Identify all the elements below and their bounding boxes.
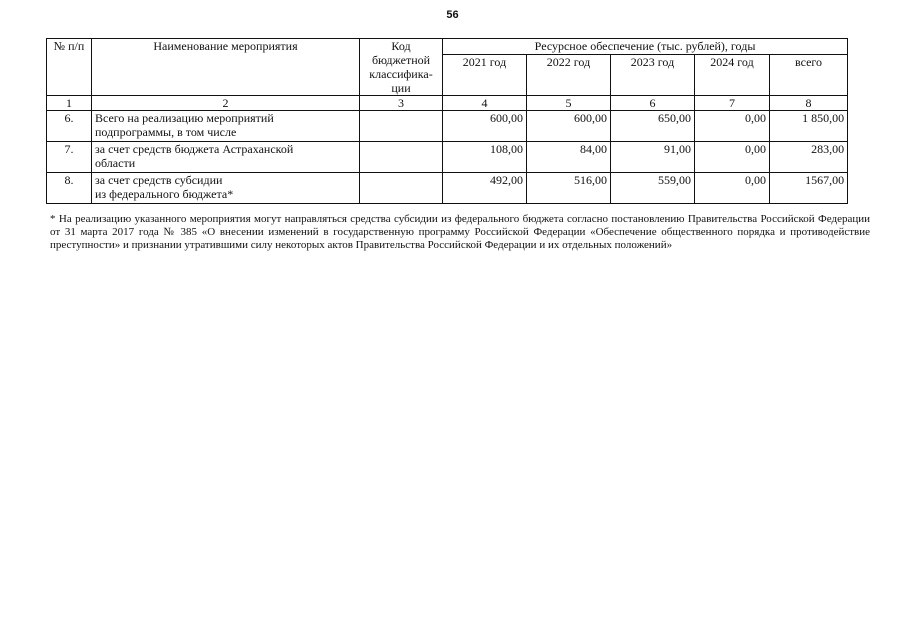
column-number: 6 [611, 96, 695, 111]
header-year-2024: 2024 год [695, 55, 770, 96]
column-number: 4 [443, 96, 527, 111]
header-row-top [47, 39, 848, 55]
column-number: 2 [92, 96, 360, 111]
value-2023: 559,00 [611, 173, 695, 204]
header-name: Наименование мероприятия [92, 39, 360, 96]
header-code-line: бюджетной [371, 53, 431, 67]
column-number: 3 [360, 96, 443, 111]
row-name-line: за счет средств бюджета Астраханской [95, 142, 294, 156]
header-year-2023: 2023 год [611, 55, 695, 96]
value-2021: 492,00 [443, 173, 527, 204]
header-year-2021: 2021 год [443, 55, 527, 96]
column-number: 8 [770, 96, 848, 111]
row-code [360, 173, 443, 204]
value-2022: 516,00 [527, 173, 611, 204]
value-2024: 0,00 [695, 173, 770, 204]
row-name-line: за счет средств субсидии [95, 173, 223, 187]
row-name-line: области [95, 156, 136, 170]
table-row [47, 173, 848, 204]
row-name [92, 173, 360, 204]
column-number: 1 [47, 96, 92, 111]
page-number: 56 [446, 9, 459, 21]
value-total: 283,00 [770, 142, 848, 173]
header-code-line: ции [391, 81, 411, 95]
header-no: № п/п [47, 39, 92, 96]
header-year-2022: 2022 год [527, 55, 611, 96]
header-resource: Ресурсное обеспечение (тыс. рублей), годы [443, 39, 848, 55]
value-2021: 600,00 [443, 111, 527, 142]
row-name [92, 111, 360, 142]
resource-table [46, 38, 848, 204]
table-row [47, 111, 848, 142]
column-number: 7 [695, 96, 770, 111]
column-number-row [47, 96, 848, 111]
row-number: 6. [47, 111, 92, 142]
row-code [360, 111, 443, 142]
row-number: 8. [47, 173, 92, 204]
row-code [360, 142, 443, 173]
header-code [360, 39, 443, 96]
value-2022: 84,00 [527, 142, 611, 173]
value-total: 1 850,00 [770, 111, 848, 142]
value-2023: 91,00 [611, 142, 695, 173]
header-total: всего [770, 55, 848, 96]
value-2024: 0,00 [695, 111, 770, 142]
header-code-line: Код [391, 39, 411, 53]
footnote: * На реализацию указанного мероприятия могут направляться средства субсидии из федерального бюджета согласно постановлению Правительства Российской Федерации от 31 марта 2017 года № 385 «О внесении изменений в государственную программу Российской Федерации «Обеспечение общественного порядка и противодействие преступности» и признании утратившими силу некоторых актов Правительства Российской Федерации и их отдельных положений» [50, 213, 870, 251]
value-total: 1567,00 [770, 173, 848, 204]
row-number: 7. [47, 142, 92, 173]
value-2024: 0,00 [695, 142, 770, 173]
table-row [47, 142, 848, 173]
value-2023: 650,00 [611, 111, 695, 142]
value-2021: 108,00 [443, 142, 527, 173]
header-code-line: классифика- [369, 67, 433, 81]
row-name [92, 142, 360, 173]
row-name-line: Всего на реализацию мероприятий [95, 111, 274, 125]
row-name-line: из федерального бюджета* [95, 187, 234, 201]
column-number: 5 [527, 96, 611, 111]
value-2022: 600,00 [527, 111, 611, 142]
row-name-line: подпрограммы, в том числе [95, 125, 237, 139]
